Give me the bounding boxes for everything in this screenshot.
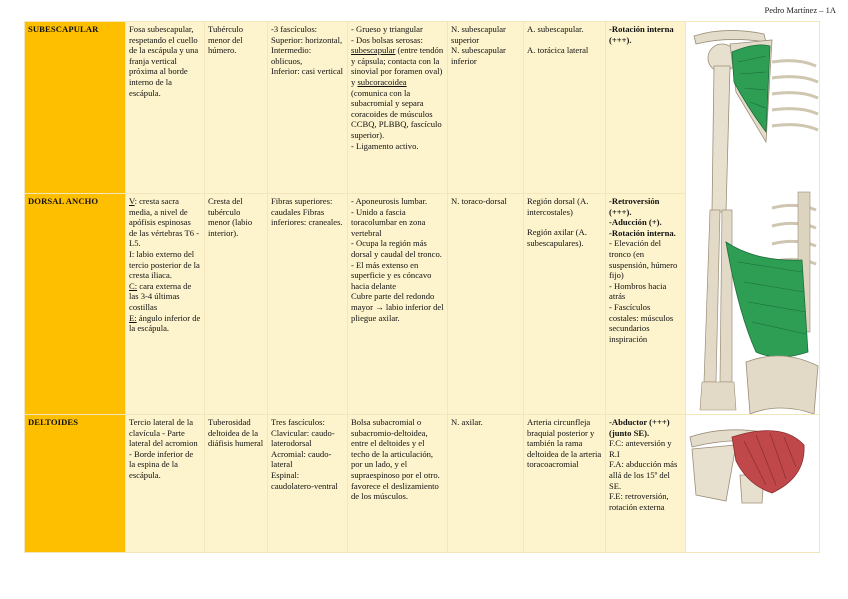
relations-cell: - Aponeurosis lumbar. - Unido a fascia toracolumbar en zona vertebral - Ocupa la región más dorsal y caudal del tronco. - El más extenso en superficie y es cóncavo hacia delante Cubre parte del redondo mayor → labio inferior del pliegue axilar.: [348, 194, 448, 415]
table-row: [25, 22, 820, 194]
muscle-name: DELTOIDES: [25, 415, 126, 553]
shoulder-illustration: [686, 415, 820, 553]
fibers-cell: -3 fascículos: Superior: horizontal, Intermedio: oblicuos, Inferior: casi vertical: [268, 22, 348, 194]
origin-cell: V: cresta sacra media, a nivel de apófisis espinosas de las vértebras T6 - L5. I: labio externo del tercio posterior de la cresta iliaca. C: cara externa de las 3-4 últimas costillas E: ángulo inferior de la escápula.: [126, 194, 205, 415]
insertion-cell: Tuberosidad deltoidea de la diáfisis humeral: [205, 415, 268, 553]
insertion-cell: Tubérculo menor del húmero.: [205, 22, 268, 194]
function-cell: -Abductor (+++) (junto SE). F.C: anteversión y R.I F.A: abducción más allá de los 15º del SE. F.E: retroversión, rotación externa: [606, 415, 686, 553]
insertion-cell: Cresta del tubérculo menor (labio interior).: [205, 194, 268, 415]
muscle-name: SUBESCAPULAR: [25, 22, 126, 194]
table-row: [25, 415, 820, 553]
function-cell: -Retroversión (+++). -Aducción (+). -Rotación interna. - Elevación del tronco (en suspensión, húmero fijo) - Hombros hacia atrás - Fascículos costales: músculos secundarios inspiración: [606, 194, 686, 415]
fibers-cell: Fibras superiores: caudales Fibras inferiores: craneales.: [268, 194, 348, 415]
subscapularis-illustration: [686, 22, 820, 415]
innervation-cell: N. axilar.: [448, 415, 524, 553]
origin-cell: Fosa subescapular, respetando el cuello de la escápula y una franja vertical próxima al borde interno de la escápula.: [126, 22, 205, 194]
muscle-name: DORSAL ANCHO: [25, 194, 126, 415]
deltoid-illustration: [686, 415, 820, 553]
function-cell: -Rotación interna (+++).: [606, 22, 686, 194]
origin-cell: Tercio lateral de la clavícula - Parte lateral del acromion - Borde inferior de la espina de la escápula.: [126, 415, 205, 553]
arm-back-illustration: [686, 22, 820, 415]
irrigation-cell: Arteria circunfleja braquial posterior y también la rama deltoidea de la arteria toracoacromial: [524, 415, 606, 553]
innervation-cell: N. toraco-dorsal: [448, 194, 524, 415]
relations-cell: Bolsa subacromial o subacromio-deltoidea, entre el deltoides y el techo de la articulación, por un lado, y el supraespinoso por el otro. favorece el deslizamiento de los músculos.: [348, 415, 448, 553]
irrigation-cell: Región dorsal (A. intercostales) Región axilar (A. subescapulares).: [524, 194, 606, 415]
muscle-table: [24, 21, 820, 553]
author-label: Pedro Martínez – 1A: [764, 5, 836, 15]
irrigation-cell: A. subescapular. A. torácica lateral: [524, 22, 606, 194]
innervation-cell: N. subescapular superior N. subescapular inferior: [448, 22, 524, 194]
relations-cell: - Grueso y triangular - Dos bolsas serosas: subescapular (entre tendón y cápsula; contacta con la sinovial por foramen oval) y subcoracoidea (comunica con la subacromial y separa coracoides de músculos CCBQ, PLBBQ, fascículo superior). - Ligamento activo.: [348, 22, 448, 194]
fibers-cell: Tres fascículos: Clavicular: caudo-laterodorsal Acromial: caudo-lateral Espinal: caudolatero-ventral: [268, 415, 348, 553]
